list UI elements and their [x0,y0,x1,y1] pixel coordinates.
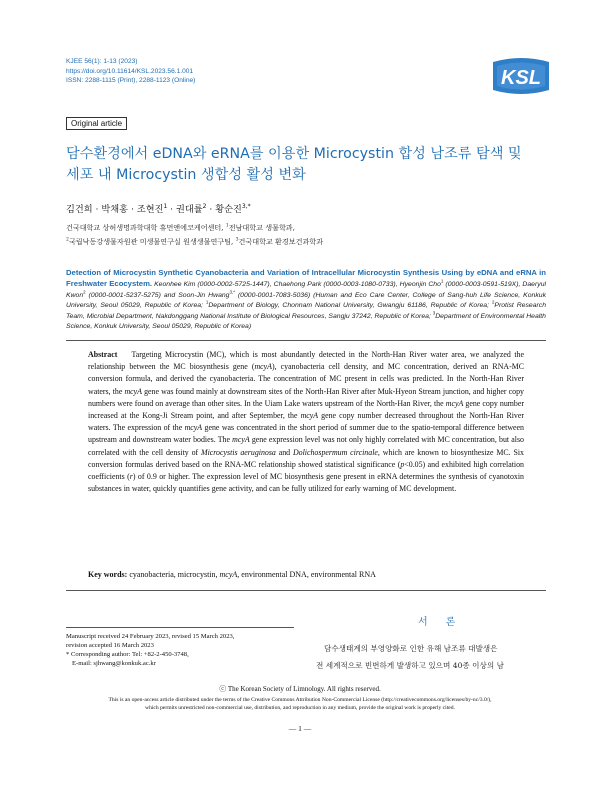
intro-heading: 서론 [418,617,474,628]
gene-name: mcyA [232,435,250,445]
abstract-label: Abstract [88,350,118,359]
english-title-block [66,268,546,332]
license-line: which permits unrestricted non-commercial use, distribution, and reproduction in any medium, provide the original work is properly cited. [145,705,455,712]
abstract-text: ), cyanobacteria cell density, and MC concentration, derived an RNA-MC conversion formula, and derived the cyanobacteria. The concentration of MC present in cells was predicted. In the North-Han River waters, the [88,362,524,396]
sup: 3 [432,310,436,316]
abstract-text: gene copy number increased at the Kong-Ji Stream point, and after September, the [88,398,524,421]
english-authors: (0000-0003-0591-519X), Daeryul Kwon [66,281,547,299]
journal-citation: KJEE 56(1): 1-13 (2023) [66,58,138,65]
abstract-top-rule [66,340,546,341]
title-korean-line-1: 담수환경에서 eDNA와 eRNA를 이용한 Microcystin 합성 남조류 탐색 및 [66,146,522,162]
page-number: — 1 — [288,724,312,733]
author-sup: 3,* [241,202,251,210]
title-korean [66,144,546,186]
english-affiliation: (Human and Eco Care Center, College of Sang-huh Life Science, Konkuk University, Seoul 05029, Republic of Korea; [66,291,546,310]
manuscript-line: Manuscript received 24 February 2023, revised 15 March 2023, [66,633,235,640]
affiliation-text: 건국대학교 상허생명과학대학 휴먼앤에코케어센터, [66,223,226,232]
sup: 2 [491,299,495,305]
english-authors: (0000-0001-5237-5275) and Soon-Jin Hwang [85,291,230,299]
intro-line: 담수생태계의 부영양화로 인한 유해 남조류 대발생은 [324,644,498,653]
gene-name: mcyA [445,398,464,408]
english-affiliation: Protist Research Team, Microbial Department, Nakdonggang National Institute of Biological Resources, Sangju 37242, Republic of Korea; [66,302,547,320]
abstract-text: gene was found mainly at downstream sites of the North-Han River after Muk-Hyeon Stream junction, and higher copy numbers were found on average than other sites. In the Uiam Lake waters upstream of the North-Han River, the [88,386,524,408]
affiliation-text: 전남대학교 생물학과, [228,223,295,232]
abstract-text: Targeting Microcystin (MC), which is most abundantly detected in the North-Han River water area, we analyzed the relationship between the MC biosynthesis gene ( [88,350,524,372]
english-affiliation: Department of Environmental Health Science, Konkuk University, Seoul 05029, Republic of Korea) [66,312,546,331]
affiliation-text: 국립낙동강생물자원관 미생물연구실 원생생물연구팀, [68,237,236,246]
sup: 2 [83,289,86,295]
author: 김건희 [66,204,93,215]
separator: · [92,204,102,215]
author: 권대률 [176,204,203,215]
author: 황순진 [215,204,242,215]
abstract-text: <0.05) and exhibited high correlation coefficients ( [88,459,524,482]
affiliation-line [66,221,546,235]
affiliation-text: 건국대학교 환경보건과학과 [238,237,324,246]
abstract-text: gene copy number decreased throughout the North-Han River waters. The expression of the [88,411,524,433]
ksl-logo [491,56,551,96]
abstract-text: gene was concentrated in the short period of summer due to the spatio-temporal difference between upstream and downstream water bodies. The [88,423,524,445]
keywords [88,570,524,579]
keywords-text: , environmental DNA, environmental RNA [237,570,376,579]
footnote-rule [66,627,294,628]
gene-name: mcyA [124,386,142,396]
gene-name: mcyA [254,362,272,372]
manuscript-note [66,632,234,668]
article-type-badge: Original article [66,117,127,130]
sup: 1 [440,279,444,285]
abstract-text: ) of 0.9 or higher. The expression level of MC biosynthesis gene present in eRNA determines the synthesis of cyanotoxin substances in water, quickly quantifies gene activity, and can be fully utilized for early warning of MC development. [88,472,524,494]
english-authors: Keonhee Kim (0000-0002-5725-1447), Chaehong Park (0000-0003-1080-0733), Hyeonjin Cho [154,281,441,289]
english-affiliation: Department of Biology, Chonnam National University, Gwangju 61186, Republic of Korea; [208,302,492,310]
abstract-bottom-rule [66,590,546,591]
gene-name: mcyA [184,423,203,433]
species-name: Microcystis aeruginosa [201,447,276,457]
authors-korean [66,201,251,215]
manuscript-line: revision accepted 16 March 2023 [66,642,154,649]
sup: 1 [205,299,209,305]
abstract-text: and [275,447,293,457]
english-title: Detection of Microcystin Synthetic Cyanobacteria and Variation of Intracellular Microcystin Synthesis Using by eDNA and eRNA in Freshwater Ecocystem. [66,268,546,289]
author-sup: 1 [163,202,168,210]
separator: · [167,204,177,215]
english-authors: (0000-0001-7083-5036) [234,291,314,299]
affiliation-line [66,235,546,249]
affiliation-sup: 3 [235,237,239,243]
keywords-text: cyanobacteria, microcystin, [127,570,220,579]
abstract-text: , which are known to biosynthesize MC. Six conversion formulas derived based on the RNA-MC relationship showed statistical significance ( [88,447,525,469]
title-korean-line-2: 세포 내 Microcystin 생합성 활성 변화 [66,167,306,183]
stat-symbol: r [129,472,133,482]
keywords-label: Key words: [88,570,128,579]
affiliation-sup: 2 [66,237,69,243]
stat-symbol: p [400,459,405,469]
manuscript-line: E-mail: sjhwang@konkuk.ac.kr [72,660,156,667]
intro-line: 전 세계적으로 빈번하게 발생하고 있으며 40종 이상의 남 [316,661,504,670]
gene-name: mcyA [300,411,319,421]
journal-doi: https://doi.org/10.11614/KSL.2023.56.1.001 [66,67,194,75]
license [60,696,540,713]
author: 박채홍 [101,204,129,215]
journal-header [66,57,195,86]
intro-text [316,640,548,674]
manuscript-line: * Corresponding author: Tel: +82-2-450-3748, [66,651,189,658]
license-line: This is an open-access article distributed under the terms of the Creative Commons Attribution Non-Commercial License (http://creativecommons.org/licenses/by-nc/3.0/), [108,697,492,703]
affiliation-sup: 1 [225,223,229,229]
separator: · [206,204,216,215]
species-name: Dolichospermum circinale [292,447,378,457]
copyright: ⓒ The Korean Society of Limnology. All rights reserved. [219,685,381,693]
separator: · [128,204,137,215]
logo-text: KSL [501,67,541,89]
abstract [88,349,524,495]
gene-name: mcyA [219,570,238,579]
abstract-text: gene expression level was not only highly correlated with MC concentration, but also correlated with the cell density of [88,435,524,457]
affiliations-korean [66,221,546,249]
author-sup: 2 [202,202,207,210]
journal-issn: ISSN: 2288-1115 (Print), 2288-1123 (Online) [66,77,196,84]
author: 조현진 [136,204,164,215]
sup: 3,* [229,289,235,295]
